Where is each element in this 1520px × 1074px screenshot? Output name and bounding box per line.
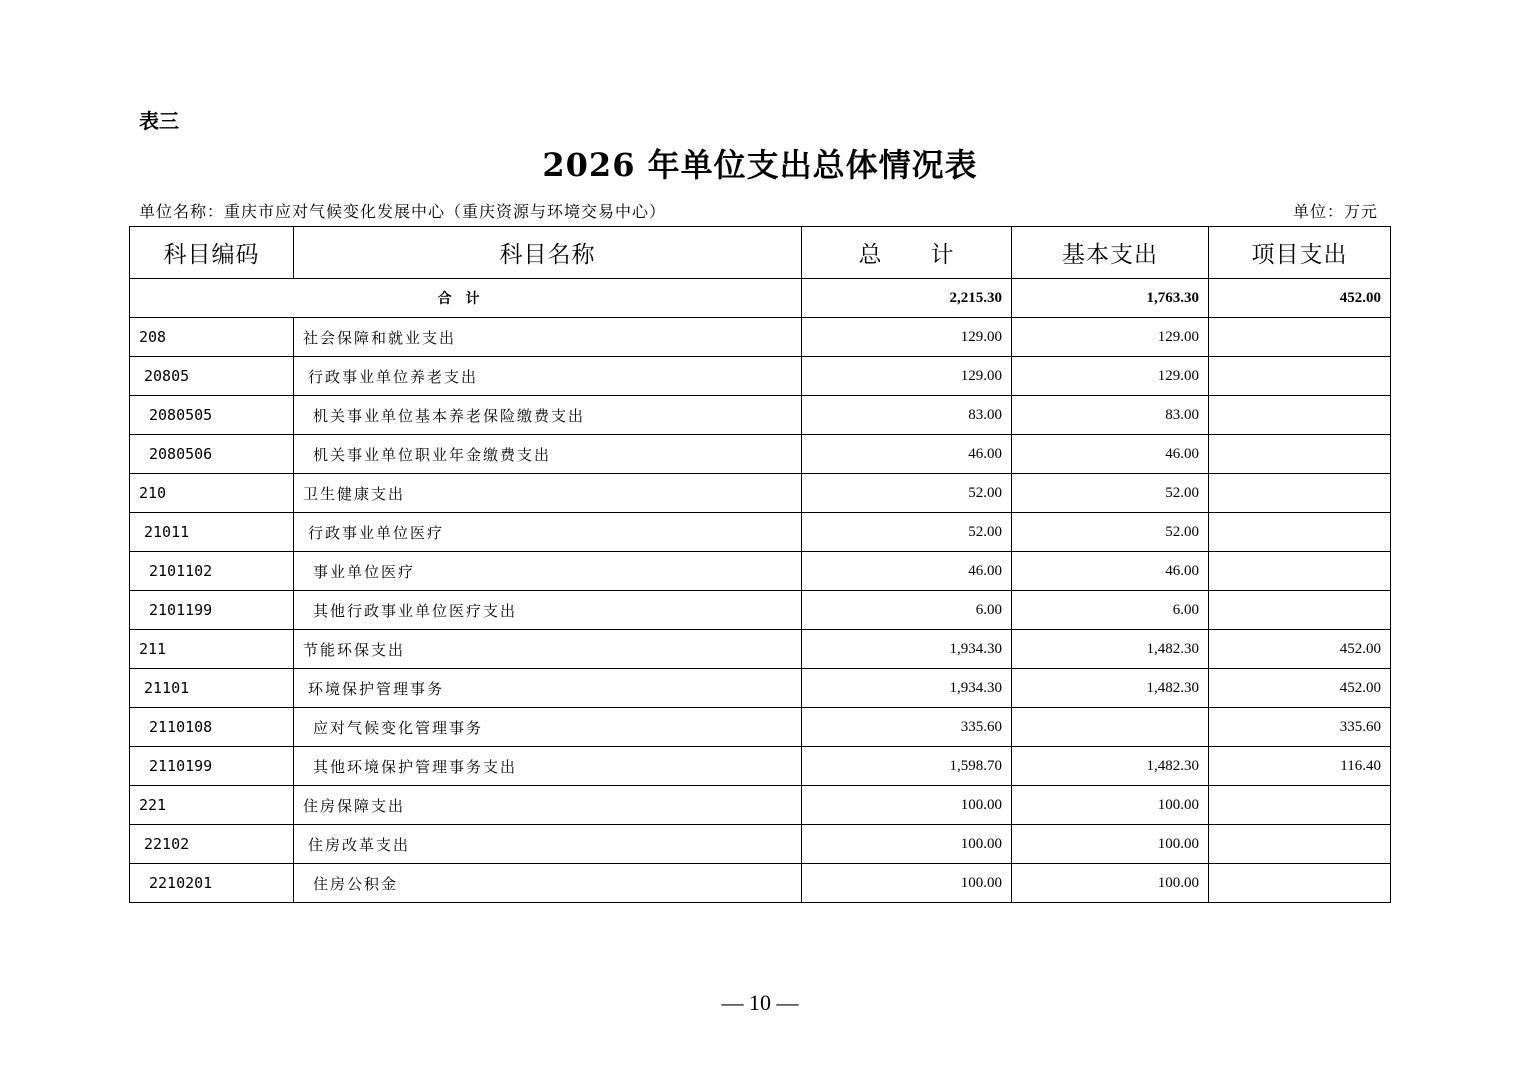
- total-basic: 1,763.30: [1012, 279, 1209, 318]
- cell-total: 129.00: [802, 318, 1012, 357]
- cell-name: 其他行政事业单位医疗支出: [294, 591, 802, 630]
- table-row: [130, 669, 1391, 708]
- table-row: [130, 435, 1391, 474]
- unit-label: 单位：万元: [1292, 202, 1378, 221]
- cell-code: 21101: [130, 669, 294, 708]
- cell-code: 2110108: [130, 708, 294, 747]
- cell-code: 2101102: [130, 552, 294, 591]
- cell-total: 100.00: [802, 825, 1012, 864]
- cell-project: [1209, 864, 1391, 903]
- cell-total: 52.00: [802, 474, 1012, 513]
- cell-basic: 1,482.30: [1012, 630, 1209, 669]
- cell-project: [1209, 357, 1391, 396]
- header-name: 科目名称: [294, 227, 802, 279]
- cell-name: 行政事业单位养老支出: [294, 357, 802, 396]
- header-total: 总 计: [802, 227, 1012, 279]
- page-title: 2026 年单位支出总体情况表: [542, 146, 978, 184]
- total-project: 452.00: [1209, 279, 1391, 318]
- cell-project: 452.00: [1209, 669, 1391, 708]
- cell-code: 2210201: [130, 864, 294, 903]
- table-row: [130, 591, 1391, 630]
- cell-name: 住房公积金: [294, 864, 802, 903]
- cell-name: 事业单位医疗: [294, 552, 802, 591]
- cell-name: 节能环保支出: [294, 630, 802, 669]
- cell-total: 46.00: [802, 435, 1012, 474]
- table-row: [130, 318, 1391, 357]
- cell-code: 221: [130, 786, 294, 825]
- table-row: [130, 396, 1391, 435]
- cell-project: [1209, 435, 1391, 474]
- cell-code: 210: [130, 474, 294, 513]
- cell-project: [1209, 474, 1391, 513]
- cell-basic: 46.00: [1012, 435, 1209, 474]
- table-row: [130, 864, 1391, 903]
- cell-basic: 100.00: [1012, 864, 1209, 903]
- cell-name: 机关事业单位职业年金缴费支出: [294, 435, 802, 474]
- cell-project: 335.60: [1209, 708, 1391, 747]
- cell-basic: 83.00: [1012, 396, 1209, 435]
- cell-total: 83.00: [802, 396, 1012, 435]
- cell-code: 2101199: [130, 591, 294, 630]
- total-total: 2,215.30: [802, 279, 1012, 318]
- table-row: [130, 552, 1391, 591]
- cell-project: [1209, 552, 1391, 591]
- table-row: [130, 708, 1391, 747]
- header-basic: 基本支出: [1012, 227, 1209, 279]
- cell-name: 卫生健康支出: [294, 474, 802, 513]
- cell-total: 1,934.30: [802, 669, 1012, 708]
- table-label: 表三: [139, 109, 179, 133]
- total-label: 合计: [130, 279, 802, 318]
- cell-total: 52.00: [802, 513, 1012, 552]
- cell-code: 208: [130, 318, 294, 357]
- cell-basic: 46.00: [1012, 552, 1209, 591]
- cell-basic: [1012, 708, 1209, 747]
- cell-project: [1209, 591, 1391, 630]
- table-row: [130, 747, 1391, 786]
- cell-basic: 1,482.30: [1012, 747, 1209, 786]
- cell-name: 其他环境保护管理事务支出: [294, 747, 802, 786]
- cell-project: [1209, 513, 1391, 552]
- header-code: 科目编码: [130, 227, 294, 279]
- cell-basic: 129.00: [1012, 318, 1209, 357]
- cell-total: 100.00: [802, 786, 1012, 825]
- cell-basic: 100.00: [1012, 786, 1209, 825]
- cell-total: 1,598.70: [802, 747, 1012, 786]
- table-row: [130, 357, 1391, 396]
- cell-total: 129.00: [802, 357, 1012, 396]
- table-header-row: [130, 227, 1391, 279]
- cell-project: 116.40: [1209, 747, 1391, 786]
- cell-basic: 52.00: [1012, 513, 1209, 552]
- table-row: [130, 786, 1391, 825]
- cell-total: 1,934.30: [802, 630, 1012, 669]
- cell-name: 应对气候变化管理事务: [294, 708, 802, 747]
- cell-code: 21011: [130, 513, 294, 552]
- table-row: [130, 474, 1391, 513]
- header-project: 项目支出: [1209, 227, 1391, 279]
- cell-code: 2080506: [130, 435, 294, 474]
- cell-name: 机关事业单位基本养老保险缴费支出: [294, 396, 802, 435]
- page-number: — 10 —: [721, 990, 799, 1015]
- cell-code: 22102: [130, 825, 294, 864]
- expenditure-table: [129, 226, 1391, 903]
- table-row: [130, 513, 1391, 552]
- table-row: [130, 630, 1391, 669]
- table-row: [130, 825, 1391, 864]
- cell-project: [1209, 825, 1391, 864]
- cell-basic: 52.00: [1012, 474, 1209, 513]
- cell-code: 2080505: [130, 396, 294, 435]
- cell-project: [1209, 786, 1391, 825]
- cell-name: 住房保障支出: [294, 786, 802, 825]
- cell-name: 住房改革支出: [294, 825, 802, 864]
- cell-code: 20805: [130, 357, 294, 396]
- cell-basic: 100.00: [1012, 825, 1209, 864]
- cell-project: [1209, 318, 1391, 357]
- cell-name: 社会保障和就业支出: [294, 318, 802, 357]
- cell-total: 46.00: [802, 552, 1012, 591]
- cell-basic: 1,482.30: [1012, 669, 1209, 708]
- cell-basic: 6.00: [1012, 591, 1209, 630]
- unit-name: 单位名称：重庆市应对气候变化发展中心（重庆资源与环境交易中心）: [139, 202, 667, 221]
- cell-code: 211: [130, 630, 294, 669]
- cell-total: 6.00: [802, 591, 1012, 630]
- cell-basic: 129.00: [1012, 357, 1209, 396]
- cell-total: 100.00: [802, 864, 1012, 903]
- cell-name: 环境保护管理事务: [294, 669, 802, 708]
- cell-total: 335.60: [802, 708, 1012, 747]
- cell-project: [1209, 396, 1391, 435]
- cell-name: 行政事业单位医疗: [294, 513, 802, 552]
- total-row: [130, 279, 1391, 318]
- cell-code: 2110199: [130, 747, 294, 786]
- cell-project: 452.00: [1209, 630, 1391, 669]
